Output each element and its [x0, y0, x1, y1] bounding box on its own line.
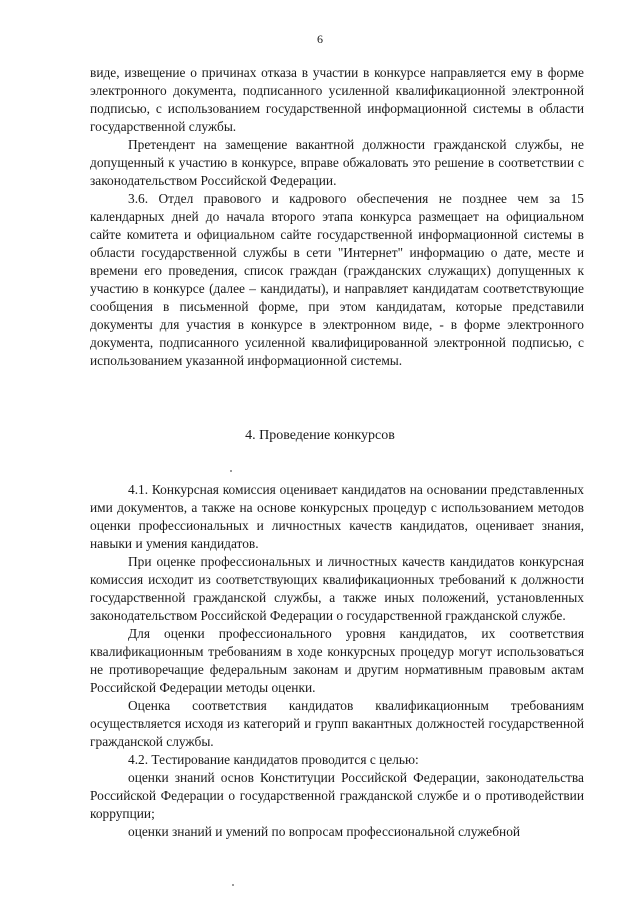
section-heading: 4. Проведение конкурсов — [245, 428, 395, 443]
paragraph-assessment-criteria: При оценке профессиональных и личностных качеств кандидатов конкурсная комиссия исходит из соответствующих квалификационных требований к должности государственной гражданской службы, а также иных положений, установленных законодательством Российской Федерации о государственной гражданской службе. — [90, 554, 584, 623]
scan-speck — [230, 470, 232, 472]
top-text-block — [90, 64, 584, 370]
paragraph-category-assessment: Оценка соответствия кандидатов квалификационным требованиям осуществляется исходя из категорий и групп вакантных должностей государственной гражданской службы. — [90, 698, 584, 749]
page-number: 6 — [317, 32, 323, 46]
paragraph-knowledge-professional: оценки знаний и умений по вопросам профессиональной служебной — [128, 824, 521, 839]
paragraph-4-2: 4.2. Тестирование кандидатов проводится с целью: — [128, 752, 419, 767]
paragraph-4-1: 4.1. Конкурсная комиссия оценивает кандидатов на основании представленных ими документов, а также на основе конкурсных процедур с использованием методов оценки профессиональных и личностных качеств кандидатов, оценивает знания, навыки и умения кандидатов. — [90, 482, 584, 551]
section-text-block — [90, 481, 584, 841]
paragraph-refusal-notice: виде, извещение о причинах отказа в участии в конкурсе направляется ему в форме электронного документа, подписанного усиленной квалификационной электронной подписью, с использованием государственной информационной системы в области государственной службы. — [90, 65, 584, 134]
paragraph-knowledge-constitution: оценки знаний основ Конституции Российской Федерации, законодательства Российской Федерации о государственной гражданской службе и о противодействии коррупции; — [90, 770, 584, 821]
scan-speck-bottom — [232, 884, 234, 886]
paragraph-appeal-right: Претендент на замещение вакантной должности гражданской службы, не допущенный к участию в конкурсе, вправе обжаловать это решение в соответствии с законодательством Российской Федерации. — [90, 137, 584, 188]
paragraph-3-6: 3.6. Отдел правового и кадрового обеспечения не позднее чем за 15 календарных дней до начала второго этапа конкурса размещает на официальном сайте комитета и официальном сайте государственной информационной системы в области государственной службы в сети "Интернет" информацию о дате, месте и времени его проведения, список граждан (гражданских служащих) допущенных к участию в конкурсе (далее – кандидаты), и направляет кандидатам соответствующие сообщения в письменной форме, при этом кандидатам, которые представили документы для участия в конкурсе в электронном виде, - в форме электронного документа, подписанного усиленной квалифицированной электронной подписью, с использованием указанной информационной системы. — [90, 191, 584, 368]
paragraph-assessment-methods: Для оценки профессионального уровня кандидатов, их соответствия квалификационным требованиям в ходе конкурсных процедур могут использоваться не противоречащие федеральным законам и другим нормативным правовым актам Российской Федерации методы оценки. — [90, 626, 584, 695]
